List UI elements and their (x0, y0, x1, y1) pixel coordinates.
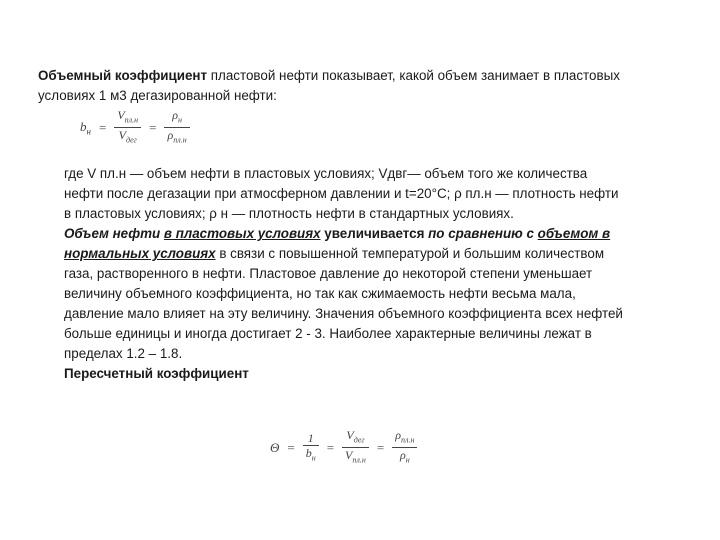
body-text (64, 164, 624, 384)
volume-paragraph: Объем нефти в пластовых условиях увеличивается по сравнению с объемом в нормальных условиях в связи с повышенной температурой и большим количеством газа, растворенного в нефти. Пластовое давление до некоторой степени уменьшает величину объемного коэффициента, но так как сжимаемость нефти весьма мала, давление мало влияет на эту величину. Значения объемного коэффициента всех нефтей больше единицы и иногда достигает 2 - 3. Наиболее характерные величины лежат в пределах 1.2 – 1.8. (64, 226, 623, 361)
formula2-fraction-inverse: $\frac{1}{b_н}$ (303, 431, 319, 465)
formula-conversion-coefficient: Θ = $\frac{1}{b_н}$ = $\frac{V_{дег}}{V_{пл.н}}$ = $\frac{\rho_{пл.н}}{\rho_н}$ (270, 428, 417, 468)
heading-conversion-coefficient: Пересчетный коэффициент (64, 366, 249, 381)
formula1-fraction-volume: $\frac{V_{пл.н}}{V_{дег}}$ (114, 108, 141, 148)
formula2-fraction-volume: $\frac{V_{дег}}{V_{пл.н}}$ (342, 428, 369, 468)
formula-volume-coefficient (80, 108, 190, 148)
formula1-lhs: $b_н$ (80, 119, 91, 137)
formula2-fraction-density: $\frac{\rho_{пл.н}}{\rho_н}$ (392, 428, 417, 468)
definitions-paragraph: где V пл.н — объем нефти в пластовых условиях; Vдвг— объем того же количества нефти после дегазации при атмосферном давлении и t=20°С; ρ пл.н — плотность нефти в пластовых условиях; ρ н — плотность нефти в стандартных условиях. (64, 166, 619, 221)
intro-text-line2: условиях 1 м3 дегазированной нефти: (38, 88, 277, 103)
formula1-fraction-density: $\frac{\rho_н}{\rho_{пл.н}}$ (164, 108, 189, 148)
term-volume-coefficient: Объемный коэффициент (38, 68, 208, 83)
formula2-lhs: Θ (270, 439, 280, 455)
formula1-equals: = (98, 119, 107, 135)
intro-paragraph (38, 66, 688, 106)
intro-text-line1: пластовой нефти показывает, какой объем занимает в пластовых (207, 68, 620, 83)
formula1-equals-2: = (149, 119, 157, 135)
